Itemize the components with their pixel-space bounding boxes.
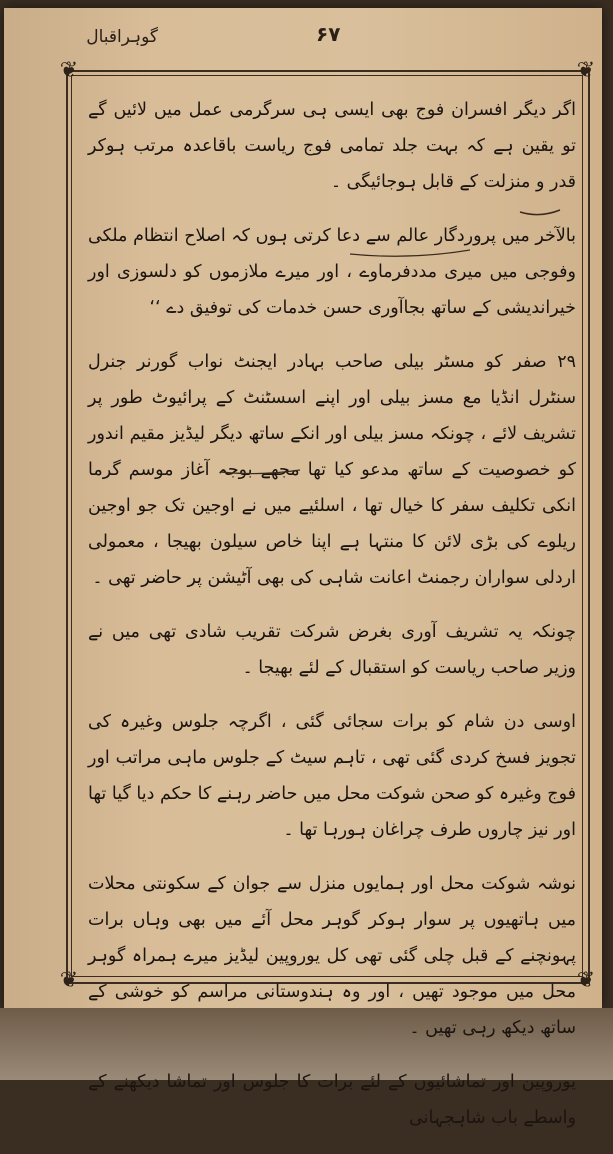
paragraph: بالآخر میں پروردگار عالم سے دعا کرتی ہوں کہ اصلاح انتظام ملکی وفوجی میں میری مددفرماوے ، اور میرے ملازموں کو دلسوزی اور خیراندیشی کے ساتھ بجاآوری حسن خدمات کی توفیق دے ‘‘ <box>88 226 576 318</box>
paragraph: ۲۹ صفر کو مسٹر بیلی صاحب بہادر ایجنٹ نواب گورنر جنرل سنٹرل انڈیا مع مسز بیلی اور اپنے اسسٹنٹ کے پرائیوٹ طور پر تشریف لائے ، چونکہ مسز بیلی اور انکے ساتھ دیگر لیڈیز مقیم اندور کو خصوصیت کے ساتھ مدعو کیا تھا مجھے بوجہ آغاز موسم گرما انکی تکلیف سفر کا خیال تھا ، اسلئیے میں نے اوجین تک جو اوجین ریلوے کی بڑی لائن کا منتہا ہے اپنا خاص سیلون بھیجا ، معمولی اردلی سواران رجمنٹ اعانت شاہی کی بھی آٹیشن پر حاضر تھی ۔ <box>88 352 576 588</box>
ornament-top-right-icon: ❦ <box>576 58 596 83</box>
running-head: گوہراقبال <box>86 27 158 47</box>
ornament-bottom-right-icon: ❦ <box>576 968 596 993</box>
paragraph: چونکہ یہ تشریف آوری بغرض شرکت تقریب شادی تھی میں نے وزیر صاحب ریاست کو استقبال کے لئے بھیجا ۔ <box>88 622 576 678</box>
paragraph: نوشہ شوکت محل اور ہمایوں منزل سے جوان کے سکونتی محلات میں ہاتھیوں پر سوار ہوکر گوہر محل آئے میں بھی وہاں برات پہونچنے کے قبل چلی گئی تھی کل یوروپین لیڈیز میرے ہمراہ گوہر محل میں موجود تھیں ، اور وہ ہندوستانی مراسم کو خوشی کے ساتھ دیکھ رہی تھیں ۔ <box>88 874 576 1038</box>
page-number: ۶۷ <box>316 22 341 46</box>
ornament-bottom-left-icon: ❦ <box>59 968 79 993</box>
ornament-top-left-icon: ❦ <box>59 58 79 83</box>
paragraph: اوسی دن شام کو برات سجائی گئی ، اگرچہ جلوس وغیرہ کی تجویز فسخ کردی گئی تھی ، تاہم سیٹ کے جلوس ماہی مراتب اور فوج وغیرہ کو صحن شوکت محل میں حاضر رہنے کا حکم دیا گیا تھا اور نیز چاروں طرف چراغان ہورہا تھا ۔ <box>88 712 576 840</box>
paragraph: یوروپین اور تماشائیوں کے لئے برات کا جلوس اور تماشا دیکھنے کے واسطے باب شاہجہانی <box>88 1072 576 1128</box>
paragraph: اگر دیگر افسران فوج بھی ایسی ہی سرگرمی عمل میں لائیں گے تو یقین ہے کہ بہت جلد تمامی فوج ریاست باقاعدہ مرتب ہوکر قدر و منزلت کے قابل ہوجائیگی ۔ <box>88 100 576 192</box>
page-body <box>88 92 576 1154</box>
